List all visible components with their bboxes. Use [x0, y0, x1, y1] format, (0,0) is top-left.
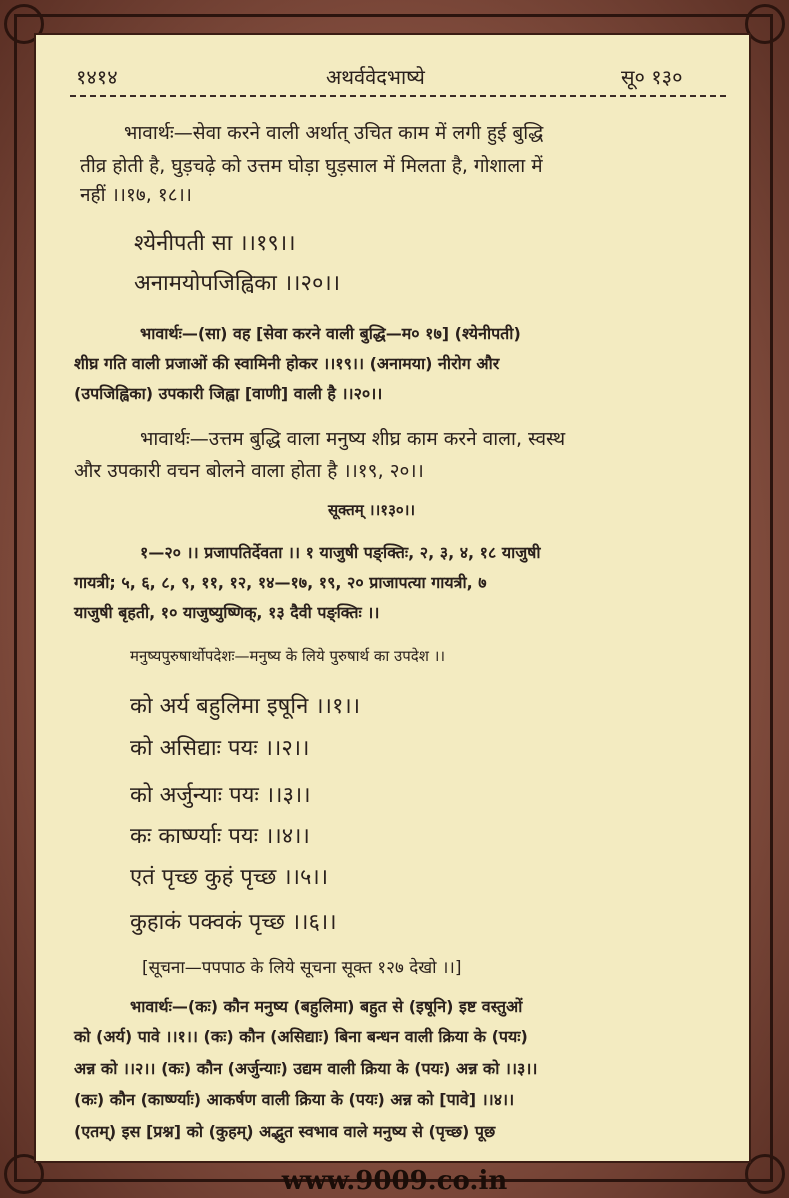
verse-line: एतं पृच्छ कुहं पृच्छ ।।५।। — [130, 865, 329, 890]
verse-line: को असिद्याः पयः ।।२।। — [130, 736, 310, 761]
verse-line: को अर्य बहुलिमा इषूनि ।।१।। — [130, 694, 361, 719]
website-footer: www.9009.co.in — [281, 1166, 508, 1196]
text-line: [सूचना—पपपाठ के लिये सूचना सूक्त १२७ देखो ।।] — [142, 958, 462, 978]
verse-line: कः कार्ष्ण्याः पयः ।।४।। — [130, 824, 310, 849]
text-line: भावार्थः—(कः) कौन मनुष्य (बहुलिमा) बहुत से (इषूनि) इष्ट वस्तुओं — [130, 997, 523, 1016]
text-line: १—२० ।। प्रजापतिर्देवता ।। १ याजुषी पङ्क्तिः, २, ३, ४, १८ याजुषी — [140, 543, 541, 562]
verse-line: श्येनीपती सा ।।१९।। — [134, 231, 296, 256]
text-line: तीव्र होती है, घुड़चढ़े को उत्तम घोड़ा घुड़साल में मिलता है, गोशाला में — [80, 155, 543, 177]
text-line: भावार्थः—उत्तम बुद्धि वाला मनुष्य शीघ्र काम करने वाला, स्वस्थ — [140, 428, 566, 450]
text-line: गायत्री; ५, ६, ८, ९, ११, १२, १४—१७, १९, २० प्राजापत्या गायत्री, ७ — [74, 573, 487, 592]
text-line: शीघ्र गति वाली प्रजाओं की स्वामिनी होकर ।।१९।। (अनामया) नीरोग और — [74, 354, 500, 373]
header-rule — [70, 95, 726, 97]
text-line: और उपकारी वचन बोलने वाला होता है ।।१९, २०।। — [74, 460, 424, 482]
sukta-reference: सू० १३० — [621, 65, 683, 89]
text-line: भावार्थः—(सा) वह [सेवा करने वाली बुद्धि—म० १७] (श्येनीपती) — [140, 324, 521, 343]
text-line: भावार्थः—सेवा करने वाली अर्थात् उचित काम में लगी हुई बुद्धि — [124, 122, 544, 144]
corner-ornament-top-right — [745, 4, 785, 44]
text-line: मनुष्यपुरुषार्थोपदेशः—मनुष्य के लिये पुरुषार्थ का उपदेश ।। — [130, 647, 446, 665]
text-line: नहीं ।।१७, १८।। — [80, 184, 192, 206]
verse-line: को अर्जुन्याः पयः ।।३।। — [130, 783, 311, 808]
book-title: अथर्ववेदभाष्ये — [326, 65, 425, 89]
text-line: (कः) कौन (कार्ष्ण्याः) आकर्षण वाली क्रिया के (पयः) अन्न को [पावे] ।।४।। — [74, 1090, 515, 1109]
scanned-page — [34, 33, 751, 1163]
text-line: (उपजिह्विका) उपकारी जिह्वा [वाणी] वाली है ।।२०।। — [74, 384, 383, 403]
text-line: अन्न को ।।२।। (कः) कौन (अर्जुन्याः) उद्यम वाली क्रिया के (पयः) अन्न को ।।३।। — [74, 1059, 538, 1078]
verse-line: कुहाकं पक्वकं पृच्छ ।।६।। — [130, 910, 337, 935]
verse-line: अनामयोपजिह्विका ।।२०।। — [134, 271, 341, 296]
section-heading: सूक्तम् ।।१३०।। — [328, 501, 416, 519]
text-line: को (अर्य) पावे ।।१।। (कः) कौन (असिद्याः) बिना बन्धन वाली क्रिया के (पयः) — [74, 1027, 528, 1046]
text-line: (एतम्) इस [प्रश्न] को (कुहम्) अद्भुत स्वभाव वाले मनुष्य से (पृच्छ) पूछ — [74, 1122, 496, 1141]
text-line: याजुषी बृहती, १० याजुष्युष्णिक्, १३ दैवी पङ्क्तिः ।। — [74, 603, 380, 622]
page-number: १४१४ — [76, 65, 118, 89]
